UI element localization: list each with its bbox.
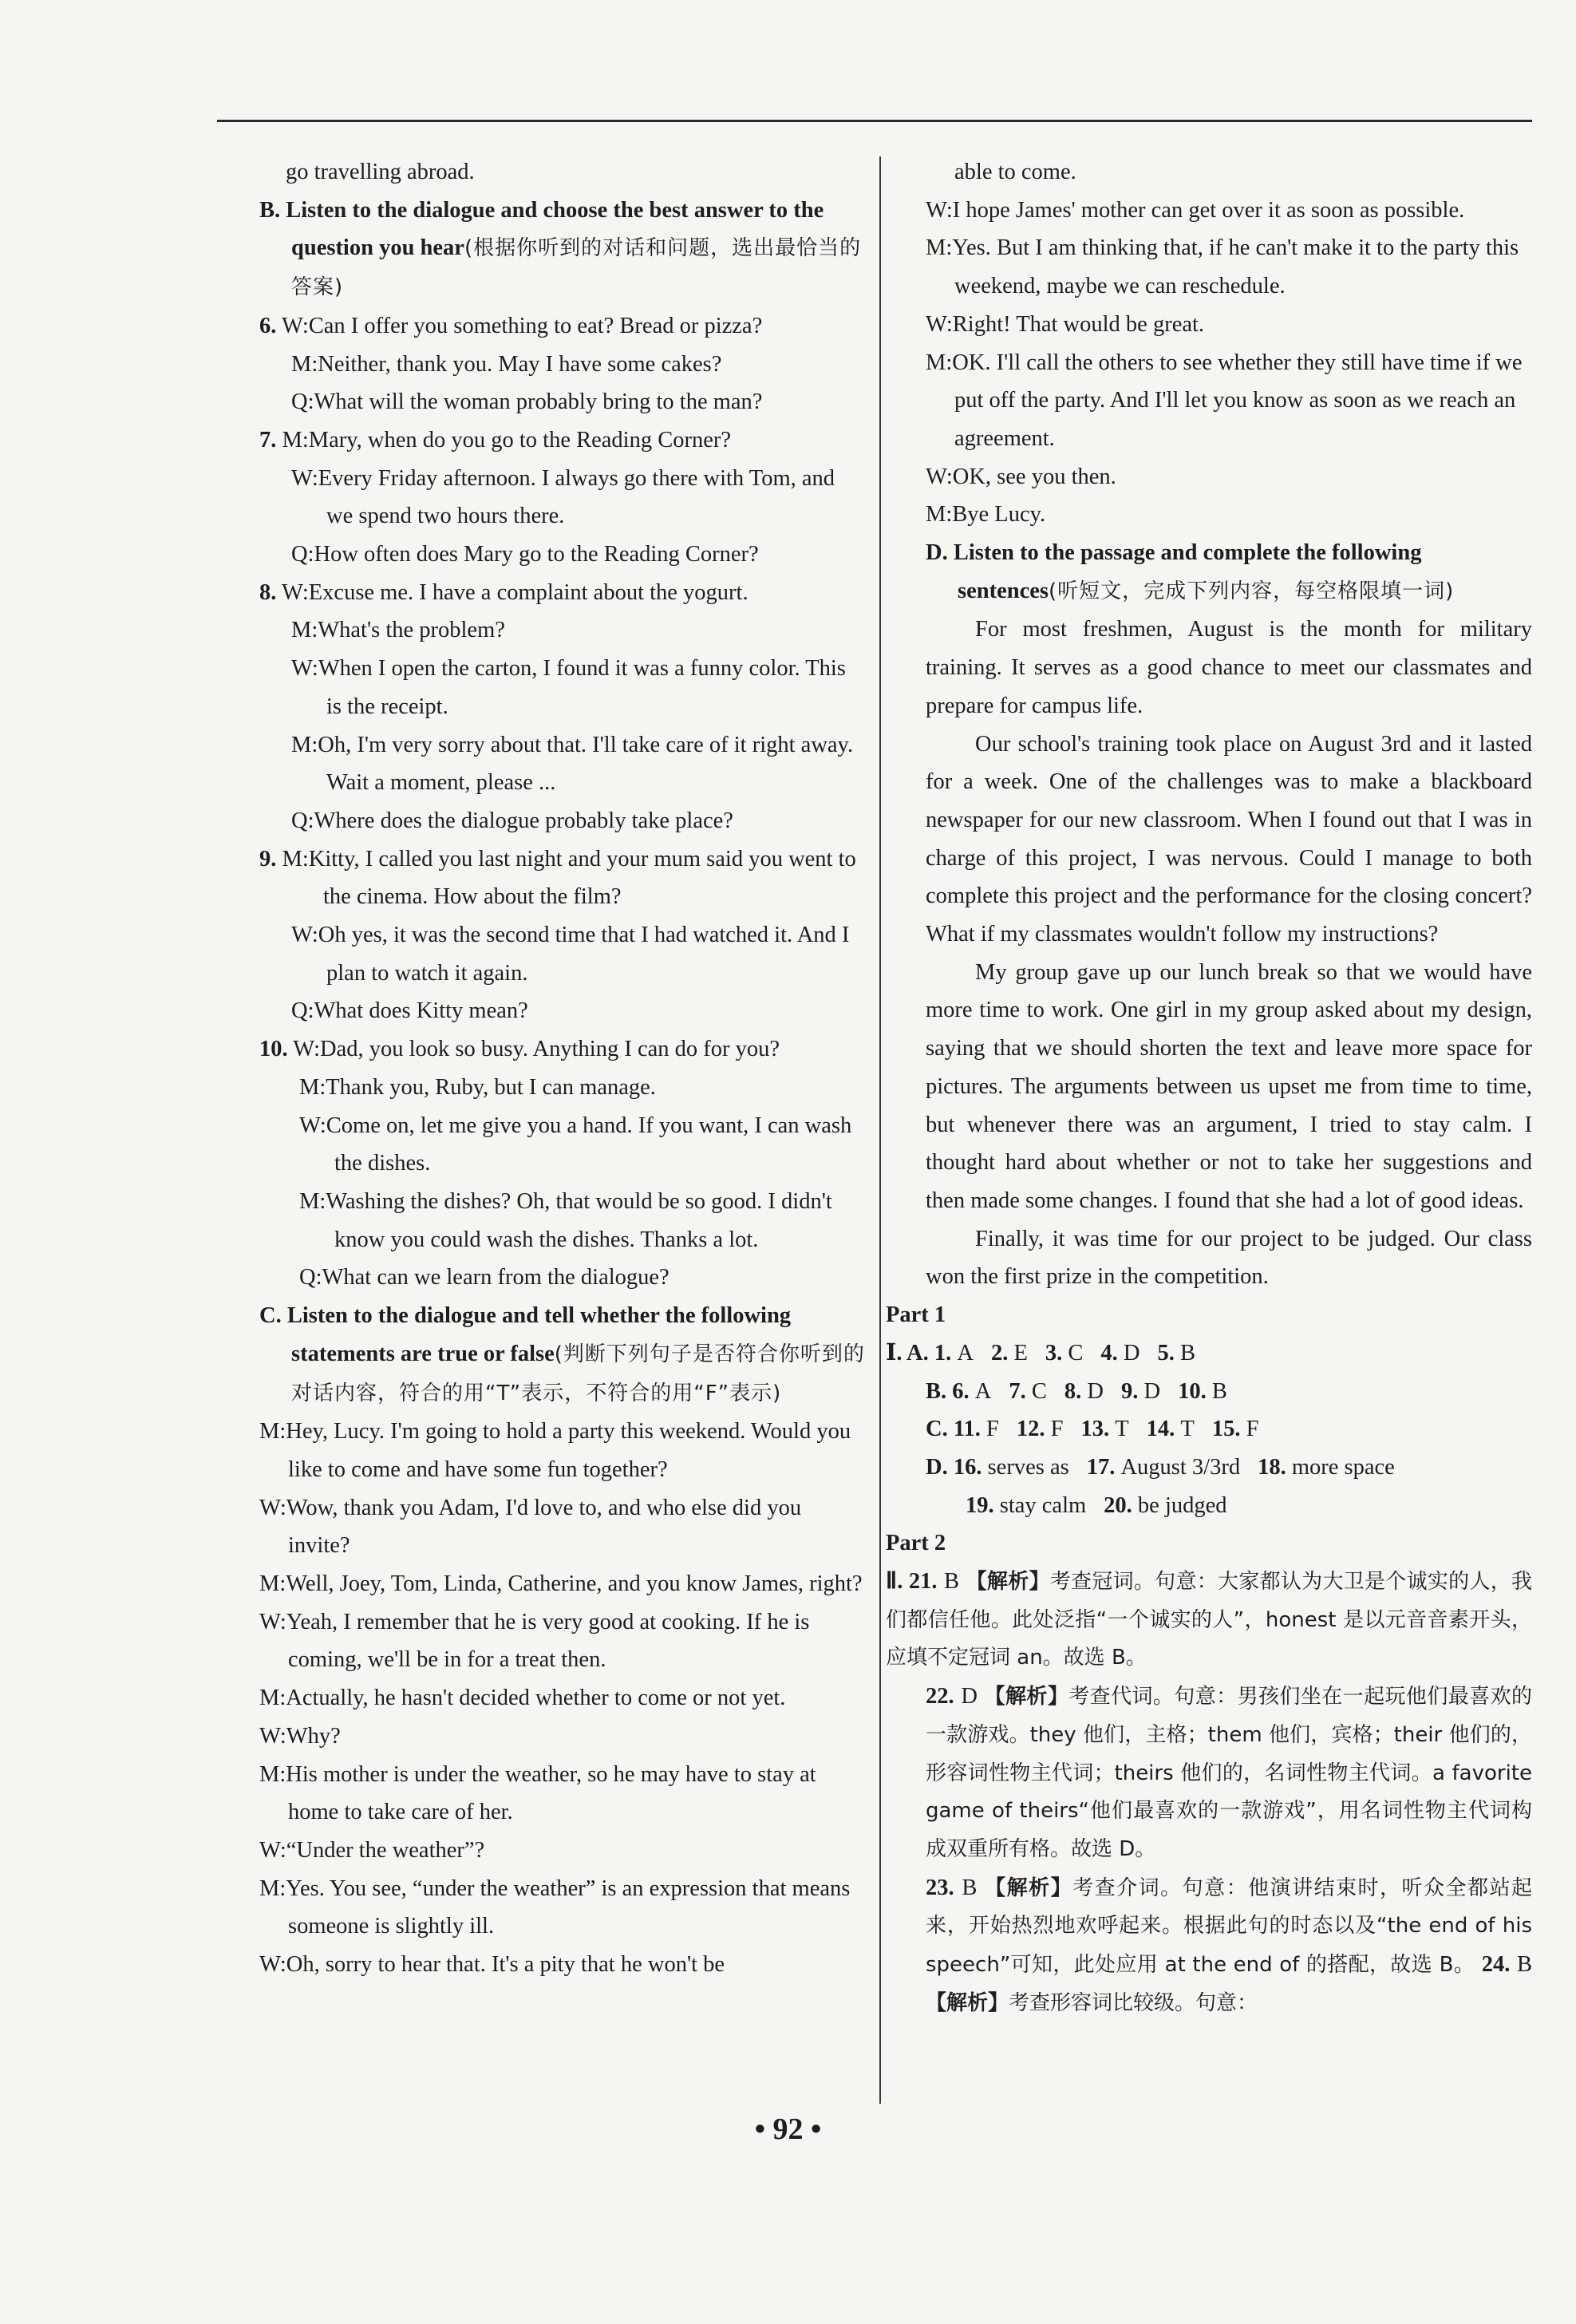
dialogue-line: W:I hope James' mother can get over it as soon as possible. xyxy=(926,197,1465,223)
passage-paragraph: My group gave up our lunch break so that we would have more time to work. One girl in my group asked about my design, saying that we should shorten the text and leave more space for pictures. The arguments between us upset me from time to time, but whenever there was an argument, I tried to stay calm. I thought hard about whether or not to take her suggestions and then made some changes. I found that she had a lot of good ideas. xyxy=(926,959,1532,1213)
answer-number: 18. xyxy=(1258,1454,1292,1480)
answers-b: B. 6. A 7. C 8. D 9. D 10. B xyxy=(926,1378,1227,1404)
answer-number: 17. xyxy=(1086,1454,1121,1480)
answer-number: 3. xyxy=(1045,1340,1068,1366)
answer-number: 9. xyxy=(1120,1378,1144,1404)
answer-value: more space xyxy=(1291,1454,1395,1480)
passage-paragraph: Finally, it was time for our project to be judged. Our class won the first prize in the competition. xyxy=(926,1226,1532,1290)
right-column xyxy=(886,153,1533,2022)
answer-value: B xyxy=(1179,1340,1195,1366)
dialogue-continued: able to come. xyxy=(954,160,1076,184)
dialogue-line: W:OK, see you then. xyxy=(926,464,1116,489)
answer-number: 14. xyxy=(1146,1417,1181,1442)
answer-number: 15. xyxy=(1211,1417,1246,1442)
answer-number: 11. xyxy=(953,1417,987,1442)
answer-value: serves as xyxy=(987,1454,1069,1480)
answer-number: 4. xyxy=(1100,1340,1124,1366)
answer-value: D xyxy=(1087,1378,1104,1404)
answer-value: stay calm xyxy=(999,1492,1087,1518)
top-rule xyxy=(217,120,1532,122)
answer-number: 13. xyxy=(1080,1417,1116,1442)
answer-number: 2. xyxy=(990,1340,1014,1366)
answer-number: 8. xyxy=(1064,1378,1088,1404)
answer-value: A xyxy=(957,1340,974,1366)
answer-value: A xyxy=(974,1378,992,1404)
answer-value: F xyxy=(1050,1417,1064,1442)
answer-number: 19. xyxy=(966,1492,1000,1518)
dialogue-line: M:OK. I'll call the others to see whether they still have time if we put off the party. And I'll let you know as soon as we reach an agreement. xyxy=(926,350,1523,451)
intro-line: go travelling abroad. xyxy=(286,160,475,184)
section-d-heading: D. Listen to the passage and complete the following sentences(听短文，完成下列内容，每空格限填一词) xyxy=(926,540,1455,603)
answer-number: 5. xyxy=(1157,1340,1180,1366)
column-divider xyxy=(879,156,881,2104)
answers-c: C. 11. F 12. F 13. T 14. T 15. F xyxy=(926,1417,1259,1442)
answer-value: D xyxy=(1123,1340,1140,1366)
passage-paragraph: For most freshmen, August is the month for military training. It serves as a good chance to meet our classmates and prepare for campus life. xyxy=(926,617,1532,718)
answer-value: F xyxy=(1246,1417,1259,1442)
answer-number: 1. xyxy=(934,1340,958,1366)
answer-value: B xyxy=(1211,1378,1227,1404)
answer-value: F xyxy=(986,1417,999,1442)
page-number: • 92 • xyxy=(754,2113,822,2146)
dialogue-line: M:Bye Lucy. xyxy=(926,502,1046,528)
answer-number: 6. xyxy=(952,1378,975,1404)
answer-value: C xyxy=(1031,1378,1047,1404)
section-c-heading: C. Listen to the dialogue and tell whether the following statements are true or false(判断下列句子是否符合你听到的对话内容，符合的用“T”表示，不符合的用“F”表示) xyxy=(259,1303,865,1405)
answer-number: 10. xyxy=(1178,1378,1212,1404)
section-b-heading: B. Listen to the dialogue and choose the best answer to the question you hear(根据你听到的对话和问题，选出最恰当的答案) xyxy=(259,197,862,300)
answer-value: T xyxy=(1180,1417,1195,1442)
answer-value: D xyxy=(1143,1378,1161,1404)
explanation-21: Ⅱ. 21. B 【解析】考查冠词。句意：大家都认为大卫是个诚实的人，我们都信任他。此处泛指“一个诚实的人”，honest 是以元音音素开头，应填不定冠词 an。故选 B。 xyxy=(886,1569,1533,1670)
answer-number: 7. xyxy=(1009,1378,1032,1404)
dialogue-line: M:Yes. But I am thinking that, if he can't make it to the party this weekend, maybe we can reschedule. xyxy=(926,235,1519,299)
answer-value: T xyxy=(1115,1417,1129,1442)
answer-number: 12. xyxy=(1016,1417,1051,1442)
left-column xyxy=(259,153,866,1984)
part-1-heading: Part 1 xyxy=(886,1302,946,1328)
answer-value: C xyxy=(1068,1340,1084,1366)
question-6: 6. W:Can I offer you something to eat? Bread or pizza? M:Neither, thank you. May I have some cakes? Q:What will the woman probably bring to the man? xyxy=(259,313,763,415)
answer-number: 16. xyxy=(953,1454,988,1480)
question-9: 9. M:Kitty, I called you last night and your mum said you went to the cinema. How about the film? W:Oh yes, it was the second time that I had watched it. And I plan to watch it again. Q:What does Kitty mean? xyxy=(259,846,856,1024)
explanation-22: 22. D 【解析】考查代词。句意：男孩们坐在一起玩他们最喜欢的一款游戏。they 他们，主格；them 他们，宾格；their 他们的，形容词性物主代词；theirs 他们的，名词性物主代词。a favorite game of theirs“他们最喜欢的一款游戏”，用名词性物主代词构成双重所有格。故选 D。 xyxy=(926,1684,1532,1861)
question-7: 7. M:Mary, when do you go to the Reading Corner? W:Every Friday afternoon. I always go there with Tom, and we spend two hours there. Q:How often does Mary go to the Reading Corner? xyxy=(259,427,835,567)
dialogue-c: M:Hey, Lucy. I'm going to hold a party this weekend. Would you like to come and have some fun together? W:Wow, thank you Adam, I'd love to, and who else did you invite? M:Well, Joey, Tom, Linda, Catherine, and you know James, right? W:Yeah, I remember that he is very good at cooking. If he is coming, we'll be in for a treat then. M:Actually, he hasn't decided whether to come or not yet. W:Why? M:His mother is under the weather, so he may have to stay at home to take care of her. W:“Under the weather”? M:Yes. You see, “under the weather” is an expression that means someone is slightly ill. W:Oh, sorry to hear that. It's a pity that he won't be xyxy=(259,1419,863,1978)
answer-value: E xyxy=(1013,1340,1028,1366)
question-10: 10. W:Dad, you look so busy. Anything I can do for you? M:Thank you, Ruby, but I can manage. W:Come on, let me give you a hand. If you want, I can wash the dishes. M:Washing the dishes? Oh, that would be so good. I didn't know you could wash the dishes. Thanks a lot. Q:What can we learn from the dialogue? xyxy=(259,1037,852,1290)
answer-value: be judged xyxy=(1137,1492,1227,1518)
answer-number: 20. xyxy=(1104,1492,1138,1518)
passage-paragraph: Our school's training took place on August 3rd and it lasted for a week. One of the challenges was to make a blackboard newspaper for our new classroom. When I found out that I was in charge of this project, I was nervous. Could I manage to both complete this project and the performance for the closing concert? What if my classmates wouldn't follow my instructions? xyxy=(926,731,1532,947)
part-2-heading: Part 2 xyxy=(886,1531,946,1556)
answer-value: August 3/3rd xyxy=(1120,1454,1241,1480)
answers-d: D. 16. serves as 17. August 3/3rd 18. more space 19. stay calm 20. be judged xyxy=(926,1454,1395,1518)
explanation-23-24: 23. B 【解析】考查介词。句意：他演讲结束时，听众全都站起来，开始热烈地欢呼起来。根据此句的时态以及“the end of his speech”可知，此处应用 at the end of 的搭配，故选 B。 24. B 【解析】考查形容词比较级。句意： xyxy=(926,1875,1533,2015)
dialogue-line: W:Right! That would be great. xyxy=(926,311,1205,337)
answers-a: Ⅰ. A. 1. A 2. E 3. C 4. D 5. B xyxy=(886,1340,1195,1366)
question-8: 8. W:Excuse me. I have a complaint about the yogurt. M:What's the problem? W:When I open the carton, I found it was a funny color. This is the receipt. M:Oh, I'm very sorry about that. I'll take care of it right away. Wait a moment, please ... Q:Where does the dialogue probably take place? xyxy=(259,579,854,833)
